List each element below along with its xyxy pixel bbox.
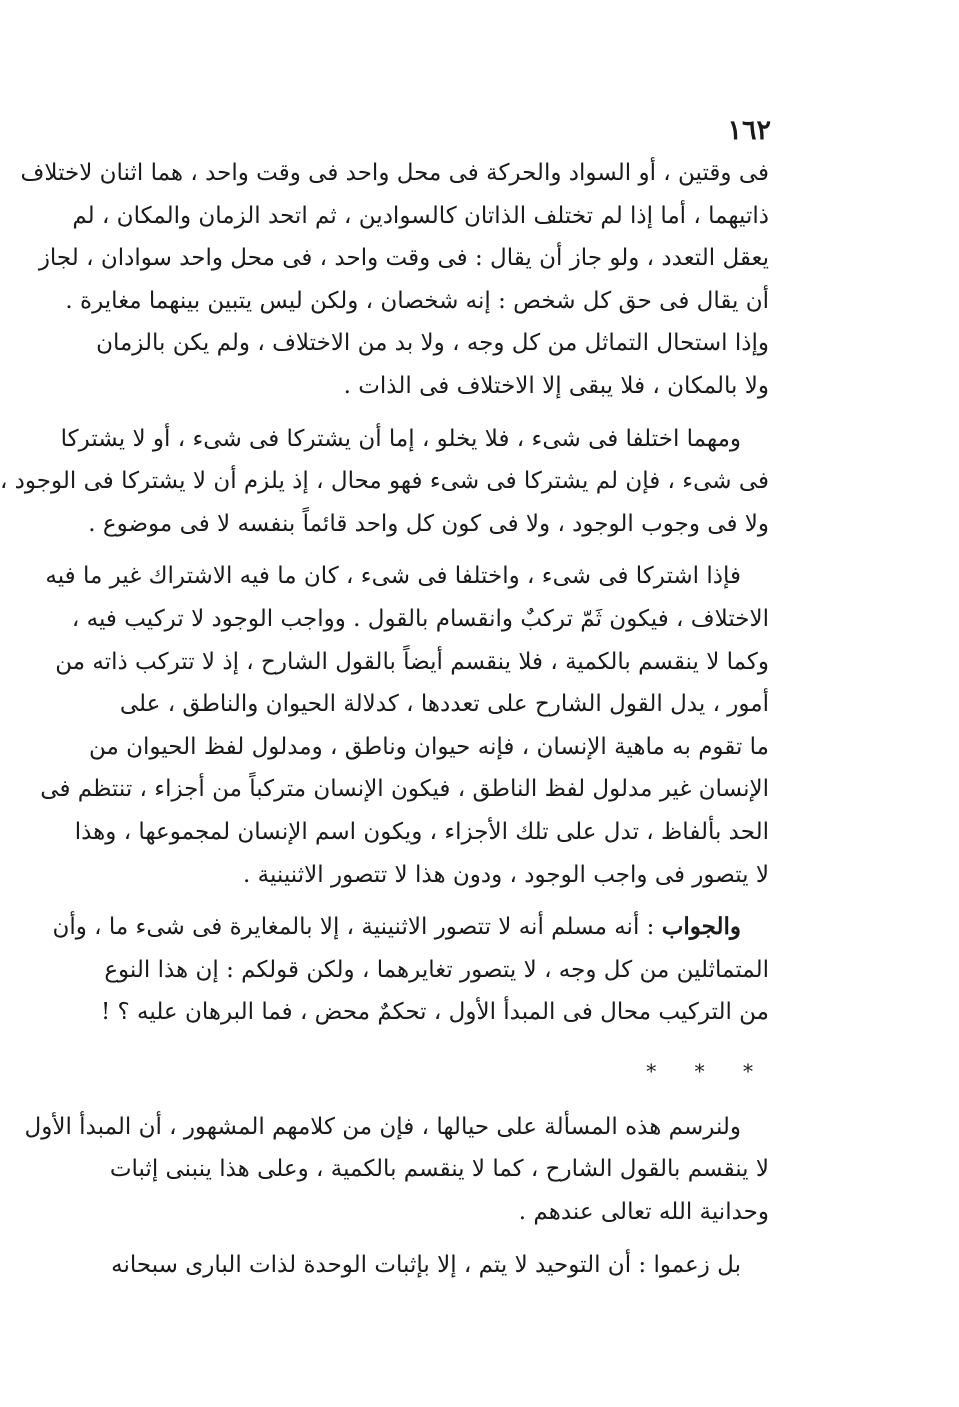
- paragraph-6: [111, 1244, 769, 1287]
- text-line: الحد بألفاظ ، تدل على تلك الأجزاء ، ويكون اسم الإنسان لمجموعها ، وهذا: [74, 818, 769, 845]
- text-line: فى شىء ، فإن لم يشتركا فى شىء فهو محال ، إذ يلزم أن لا يشتركا فى الوجود ،: [0, 468, 769, 495]
- text-line: ولا بالمكان ، فلا يبقى إلا الاختلاف فى الذات .: [343, 372, 769, 399]
- text-line: يعقل التعدد ، ولو جاز أن يقال : فى وقت واحد ، فى محل واحد سوادان ، لجاز: [38, 245, 769, 272]
- text-line: فإذا اشتركا فى شىء ، واختلفا فى شىء ، كان ما فيه الاشتراك غير ما فيه: [45, 563, 741, 590]
- body-text: [0, 152, 769, 1296]
- text-line: فى وقتين ، أو السواد والحركة فى محل واحد فى وقت واحد ، هما اثنان لاختلاف: [20, 160, 769, 186]
- paragraph-2: [0, 418, 769, 546]
- text-line: لا ينقسم بالقول الشارح ، كما لا ينقسم بالكمية ، وعلى هذا ينبنى إثبات: [109, 1156, 769, 1183]
- text-line: أمور ، يدل القول الشارح على تعددها ، كدلالة الحيوان والناطق ، على: [119, 691, 769, 718]
- paragraph-3: [40, 555, 769, 896]
- text-line: وإذا استحال التماثل من كل وجه ، ولا بد من الاختلاف ، ولم يكن بالزمان: [96, 330, 769, 357]
- text-line: وحدانية الله تعالى عندهم .: [518, 1199, 769, 1226]
- text-line: أن يقال فى حق كل شخص : إنه شخصان ، ولكن ليس يتبين بينهما مغايرة .: [65, 287, 769, 314]
- text-line: المتماثلين من كل وجه ، لا يتصور تغايرهما ، ولكن قولكم : إن هذا النوع: [104, 956, 769, 983]
- text-line: ذاتيهما ، أما إذا لم تختلف الذاتان كالسوادين ، ثم اتحد الزمان والمكان ، لم: [72, 202, 769, 229]
- text-line-remainder: : أنه مسلم أنه لا تتصور الاثنينية ، إلا بالمغايرة فى شىء ما ، وأن: [52, 914, 662, 941]
- paragraph-4-answer: [52, 906, 769, 1034]
- text-line: لا يتصور فى واجب الوجود ، ودون هذا لا تتصور الاثنينية .: [243, 861, 769, 888]
- text-line: [52, 906, 769, 949]
- paragraph-1: [20, 152, 769, 408]
- text-line: ولا فى وجوب الوجود ، ولا فى كون كل واحد قائماً بنفسه لا فى موضوع .: [88, 510, 769, 537]
- text-line: الإنسان غير مدلول لفظ الناطق ، فيكون الإنسان متركباً من أجزاء ، تنتظم فى: [40, 776, 769, 803]
- section-separator: * * *: [646, 1058, 769, 1083]
- text-line: بل زعموا : أن التوحيد لا يتم ، إلا بإثبات الوحدة لذات البارى سبحانه: [111, 1251, 741, 1278]
- text-line: ومهما اختلفا فى شىء ، فلا يخلو ، إما أن يشتركا فى شىء ، أو لا يشتركا: [60, 425, 741, 452]
- answer-lead-word: والجواب: [661, 913, 741, 941]
- paragraph-5: [24, 1106, 769, 1234]
- text-line: الاختلاف ، فيكون ثَمّ تركبٌ وانقسام بالقول . وواجب الوجود لا تركيب فيه ،: [71, 605, 769, 632]
- text-line: من التركيب محال فى المبدأ الأول ، تحكمٌ محض ، فما البرهان عليه ؟ !: [100, 999, 769, 1026]
- page-number: ١٦٢: [727, 115, 771, 146]
- text-line: وكما لا ينقسم بالكمية ، فلا ينقسم أيضاً بالقول الشارح ، إذ لا تتركب ذاته من: [55, 648, 769, 675]
- text-line: ولنرسم هذه المسألة على حيالها ، فإن من كلامهم المشهور ، أن المبدأ الأول: [24, 1113, 741, 1140]
- text-line: ما تقوم به ماهية الإنسان ، فإنه حيوان وناطق ، ومدلول لفظ الحيوان من: [89, 733, 769, 760]
